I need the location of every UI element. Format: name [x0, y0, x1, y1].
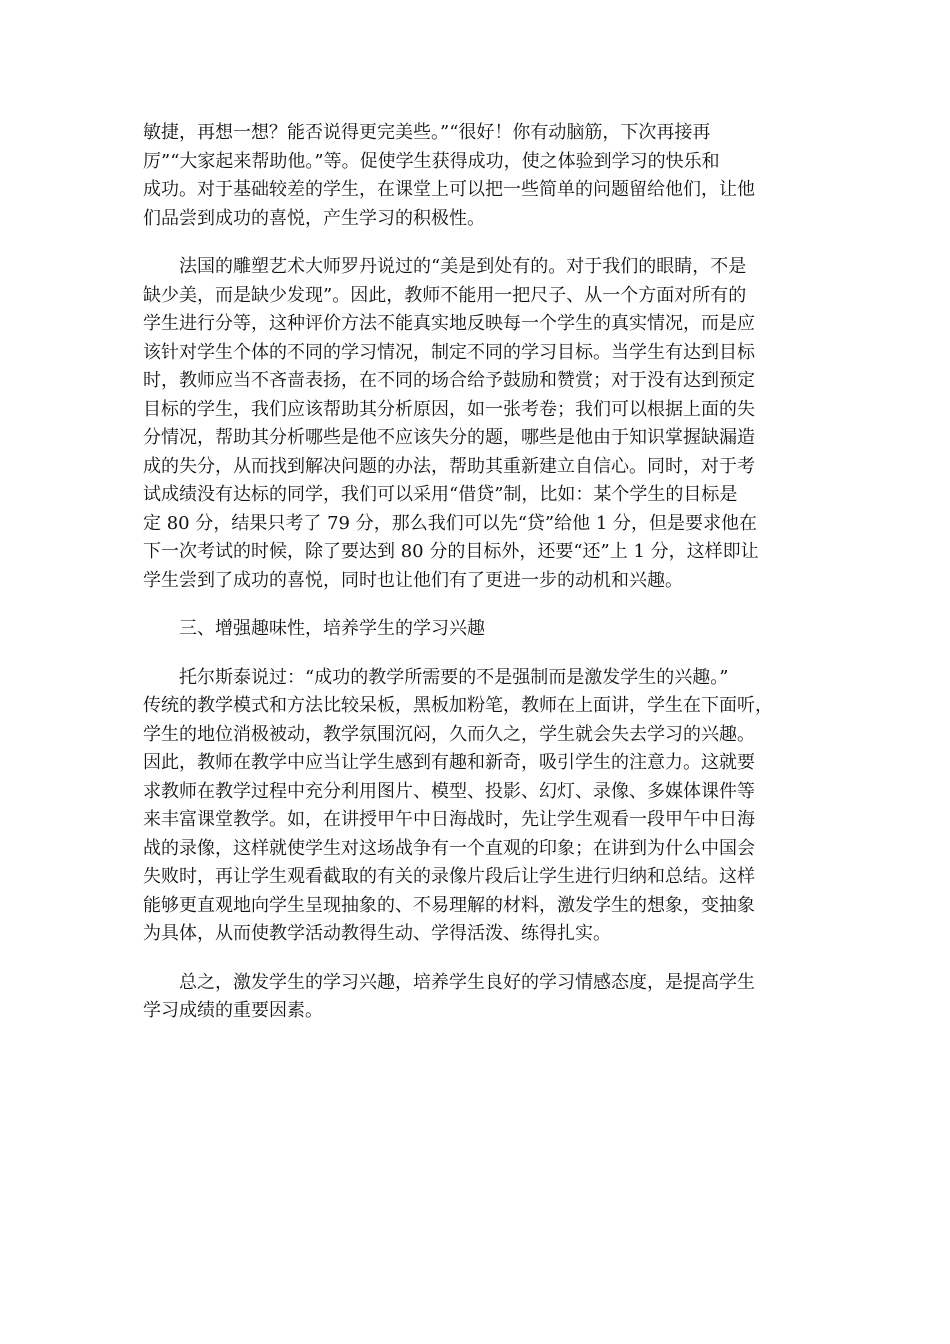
paragraph-line: 因此，教师在教学中应当让学生感到有趣和新奇，吸引学生的注意力。这就要 — [143, 752, 755, 773]
paragraph-line: 托尔斯泰说过：“成功的教学所需要的不是强制而是激发学生的兴趣。” — [179, 666, 729, 688]
paragraph-line: 法国的雕塑艺术大师罗丹说过的“美是到处有的。对于我们的眼睛，不是 — [179, 256, 747, 277]
paragraph-line: 下一次考试的时候，除了要达到 80 分的目标外，还要“还”上 1 分，这样即让 — [143, 541, 759, 562]
paragraph-line: 试成绩没有达标的同学，我们可以采用“借贷”制，比如：某个学生的目标是 — [143, 484, 738, 505]
paragraph-1 — [143, 119, 808, 233]
paragraph-line: 失败时，再让学生观看截取的有关的录像片段后让学生进行归纳和总结。这样 — [143, 866, 755, 887]
paragraph-line: 敏捷，再想一想？能否说得更完美些。”“很好！你有动脑筋，下次再接再 — [143, 122, 711, 143]
paragraph-line: 定 80 分，结果只考了 79 分，那么我们可以先“贷”给他 1 分，但是要求他在 — [143, 512, 757, 534]
paragraph-4 — [143, 969, 808, 1026]
paragraph-line: 来丰富课堂教学。如，在讲授甲午中日海战时，先让学生观看一段甲午中日海 — [143, 809, 755, 830]
section-heading-text: 三、增强趣味性，培养学生的学习兴趣 — [179, 618, 485, 639]
paragraph-line: 学习成绩的重要因素。 — [143, 1000, 323, 1021]
paragraph-line: 目标的学生，我们应该帮助其分析原因，如一张考卷；我们可以根据上面的失 — [143, 398, 755, 420]
paragraph-line: 战的录像，这样就使学生对这场战争有一个直观的印象；在讲到为什么中国会 — [143, 837, 755, 859]
paragraph-line: 能够更直观地向学生呈现抽象的、不易理解的材料，激发学生的想象，变抽象 — [143, 894, 755, 916]
paragraph-line: 学生的地位消极被动，教学氛围沉闷，久而久之，学生就会失去学习的兴趣。 — [143, 723, 755, 745]
paragraph-line: 们品尝到成功的喜悦，产生学习的积极性。 — [143, 207, 485, 229]
paragraph-line: 求教师在教学过程中充分利用图片、模型、投影、幻灯、录像、多媒体课件等 — [143, 780, 755, 802]
paragraph-line: 成功。对于基础较差的学生，在课堂上可以把一些简单的问题留给他们，让他 — [143, 179, 755, 200]
paragraph-line: 该针对学生个体的不同的学习情况，制定不同的学习目标。当学生有达到目标 — [143, 341, 755, 363]
paragraph-line: 分情况，帮助其分析哪些是他不应该失分的题，哪些是他由于知识掌握缺漏造 — [143, 427, 755, 448]
paragraph-line: 时，教师应当不吝啬表扬，在不同的场合给予鼓励和赞赏；对于没有达到预定 — [143, 370, 755, 391]
document-body — [143, 119, 808, 1046]
paragraph-line: 成的失分，从而找到解决问题的办法，帮助其重新建立自信心。同时，对于考 — [143, 455, 755, 477]
paragraph-line: 厉”“大家起来帮助他。”等。促使学生获得成功，使之体验到学习的快乐和 — [143, 150, 720, 172]
paragraph-line: 学生尝到了成功的喜悦，同时也让他们有了更进一步的动机和兴趣。 — [143, 569, 683, 591]
paragraph-line: 缺少美，而是缺少发现”。因此，教师不能用一把尺子、从一个方面对所有的 — [143, 284, 747, 306]
paragraph-3 — [143, 664, 808, 949]
paragraph-line: 为具体，从而使教学活动教得生动、学得活泼、练得扎实。 — [143, 923, 611, 944]
paragraph-line: 总之，激发学生的学习兴趣，培养学生良好的学习情感态度，是提高学生 — [179, 971, 755, 993]
section-heading — [143, 615, 808, 644]
paragraph-line: 传统的教学模式和方法比较呆板，黑板加粉笔，教师在上面讲，学生在下面听， — [143, 695, 773, 716]
paragraph-2 — [143, 253, 808, 595]
paragraph-line: 学生进行分等，这种评价方法不能真实地反映每一个学生的真实情况，而是应 — [143, 313, 755, 334]
